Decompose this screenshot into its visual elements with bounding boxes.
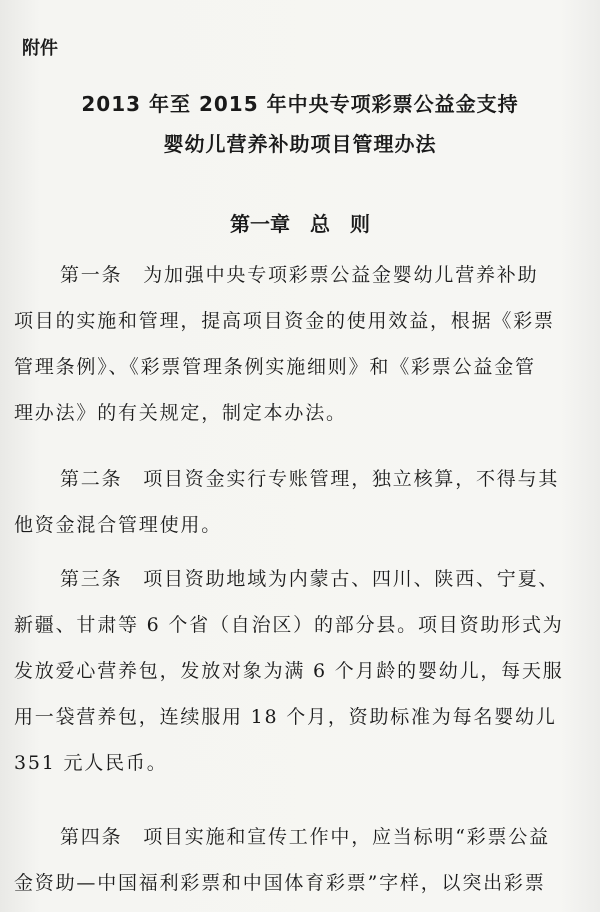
article-2 (14, 456, 590, 548)
article-4 (14, 814, 590, 906)
article-2-line: 第二条 项目资金实行专账管理，独立核算，不得与其 (60, 468, 560, 490)
article-1-line: 第一条 为加强中央专项彩票公益金婴幼儿营养补助 (60, 264, 539, 286)
article-3-line: 用一袋营养包，连续服用 18 个月，资助标准为每名婴幼儿 (14, 706, 557, 728)
article-4-line: 第四条 项目实施和宣传工作中，应当标明“彩票公益 (60, 826, 550, 848)
article-3-line: 第三条 项目资助地域为内蒙古、四川、陕西、宁夏、 (60, 568, 560, 590)
document-title-line-2: 婴幼儿营养补助项目管理办法 (163, 132, 437, 156)
article-1-line: 理办法》的有关规定，制定本办法。 (14, 402, 347, 424)
attachment-label: 附件 (22, 38, 58, 59)
chapter-heading: 第一章 总 则 (230, 212, 370, 236)
article-3 (14, 556, 590, 786)
article-3-line: 新疆、甘肃等 6 个省（自治区）的部分县。项目资助形式为 (14, 614, 564, 636)
article-1-line: 项目的实施和管理，提高项目资金的使用效益，根据《彩票 (14, 310, 555, 332)
article-3-line: 351 元人民币。 (14, 752, 168, 774)
article-1-line: 管理条例》、《彩票管理条例实施细则》和《彩票公益金管 (14, 356, 536, 378)
article-4-line: 金资助—中国福利彩票和中国体育彩票”字样，以突出彩票 (14, 872, 546, 894)
article-1 (14, 252, 590, 436)
document-title-line-1: 2013 年至 2015 年中央专项彩票公益金支持 (81, 92, 519, 116)
article-3-line: 发放爱心营养包，发放对象为满 6 个月龄的婴幼儿，每天服 (14, 660, 564, 682)
article-2-line: 他资金混合管理使用。 (14, 514, 223, 536)
